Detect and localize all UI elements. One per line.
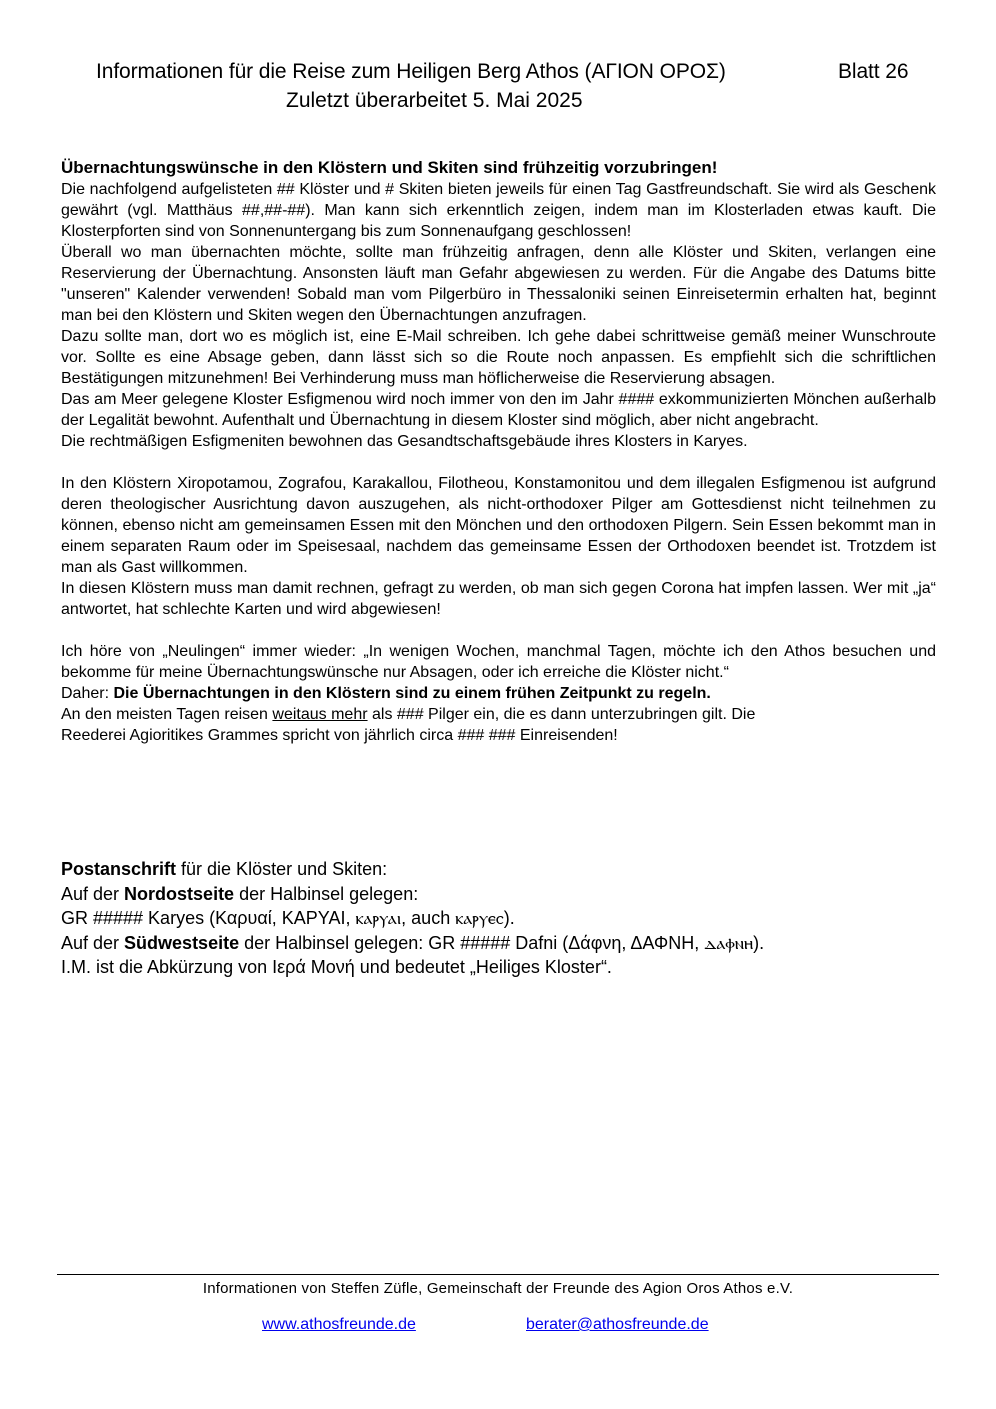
address-line: [61, 931, 941, 956]
paragraph: Ich höre von „Neulingen“ immer wieder: „In wenigen Wochen, manchmal Tagen, möchte ich den Athos besuchen und bekomme für meine Übernachtungswünsche nur Absagen, oder ich erreiche die Klöster nicht.“: [61, 643, 936, 681]
paragraph: Das am Meer gelegene Kloster Esfigmenou wird noch immer von den im Jahr #### exkommunizierten Mönchen außerhalb der Legalität bewohnt. Aufenthalt und Übernachtung in diesem Kloster sind möglich, aber nicht angebracht.: [61, 391, 936, 429]
address-line: [61, 882, 941, 907]
paragraph: In diesen Klöstern muss man damit rechnen, gefragt zu werden, ob man sich gegen Corona hat impfen lassen. Wer mit „ja“ antwortet, hat schlechte Karten und wird abgewiesen!: [61, 580, 936, 618]
paragraph: Überall wo man übernachten möchte, sollte man frühzeitig anfragen, denn alle Klöster und Skiten, verlangen eine Reservierung der Übernachtung. Ansonsten läuft man Gefahr abgewiesen zu werden. Für die Angabe des Datums bitte "unseren" Kalender verwenden! Sobald man vom Pilgerbüro in Thessaloniki seinen Einreisetermin erhalten hat, beginnt man bei den Klöstern und Skiten wegen den Übernachtungen anzufragen.: [61, 244, 936, 324]
paragraph: Die nachfolgend aufgelisteten ## Klöster und # Skiten bieten jeweils für einen Tag Gastfreundschaft. Sie wird als Geschenk gewährt (vgl. Matthäus ##,##-##). Man kann sich erkenntlich zeigen, indem man im Klosterladen etwas kauft. Die Klosterpforten sind von Sonnenuntergang bis zum Sonnenaufgang geschlossen!: [61, 181, 936, 240]
text: Daher:: [61, 685, 114, 702]
page-header-title: [96, 60, 909, 84]
emphasis-text: Die Übernachtungen in den Klöstern sind zu einem frühen Zeitpunkt zu regeln.: [113, 685, 711, 702]
underlined-text: weitaus mehr: [272, 706, 368, 723]
paragraph: [61, 683, 936, 704]
label-bold: Nordostseite: [124, 883, 235, 904]
address-line: I.M. ist die Abkürzung von Ιερά Μονή und bedeutet „Heiliges Kloster“.: [61, 957, 612, 977]
postal-address-block: [61, 857, 941, 980]
address-line: [61, 857, 941, 882]
main-content: [61, 157, 936, 746]
address-line: GR ##### Karyes (Καρυαί, ΚΑΡΥΑΙ, ⲕⲁⲣⲩⲁⲓ, auch ⲕⲁⲣⲩⲉⲥ).: [61, 908, 515, 928]
section-heading: Übernachtungswünsche in den Klöstern und Skiten sind frühzeitig vorzubringen!: [61, 158, 718, 177]
text: der Halbinsel gelegen:: [234, 883, 419, 904]
text: An den meisten Tagen reisen: [61, 706, 273, 723]
sheet-number: Blatt 26: [838, 60, 909, 83]
last-updated: Zuletzt überarbeitet 5. Mai 2025: [286, 89, 583, 112]
text: der Halbinsel gelegen: GR ##### Dafni (Δάφνη, ΔΑΦΝΗ, ⲇⲁⲫⲛⲏ).: [239, 932, 765, 953]
paragraph: Dazu sollte man, dort wo es möglich ist, eine E-Mail schreiben. Ich gehe dabei schrittweise gemäß meiner Wunschroute vor. Sollte es eine Absage geben, dann lässt sich so die Route noch anpassen. Es empfiehlt sich die schriftlichen Bestätigungen mitzunehmen! Bei Verhinderung muss man höflicherweise die Reservierung absagen.: [61, 328, 936, 387]
paragraph: [61, 704, 936, 725]
text: Auf der: [61, 932, 125, 953]
email-link[interactable]: berater@athosfreunde.de: [526, 1316, 709, 1333]
footer-website: [262, 1316, 416, 1334]
footer-credits: Informationen von Steffen Züfle, Gemeinschaft der Freunde des Agion Oros Athos e.V.: [202, 1280, 794, 1297]
document-title: Informationen für die Reise zum Heiligen Berg Athos (ΑΓΙΟΝ ΟΡΟΣ): [96, 60, 726, 83]
label-bold: Südwestseite: [124, 932, 240, 953]
spacer: [61, 452, 936, 473]
text: als ### Pilger ein, die es dann unterzubringen gilt. Die: [367, 706, 756, 723]
spacer: [61, 620, 936, 641]
footer-divider: [57, 1274, 939, 1275]
footer-email: [526, 1316, 709, 1334]
paragraph: In den Klöstern Xiropotamou, Zografou, Karakallou, Filotheou, Konstamonitou und dem illegalen Esfigmenou ist aufgrund deren theologischer Ausrichtung davon auszugehen, als nicht-orthodoxer Pilger am Gottesdienst nicht teilnehmen zu können, ebenso nicht am gemeinsamen Essen mit den Mönchen und den orthodoxen Pilgern. Sein Essen bekommt man in einem separaten Raum oder im Speisesaal, nachdem das gemeinsame Essen der Orthodoxen beendet ist. Trotzdem ist man als Gast willkommen.: [61, 475, 936, 576]
paragraph: Die rechtmäßigen Esfigmeniten bewohnen das Gesandtschaftsgebäude ihres Klosters in Karyes.: [61, 433, 748, 450]
label-bold: Postanschrift: [61, 859, 177, 879]
text: für die Klöster und Skiten:: [176, 859, 388, 879]
website-link[interactable]: www.athosfreunde.de: [262, 1316, 416, 1333]
paragraph: Reederei Agioritikes Grammes spricht von jährlich circa ### ### Einreisenden!: [61, 727, 618, 744]
text: Auf der: [61, 883, 125, 904]
